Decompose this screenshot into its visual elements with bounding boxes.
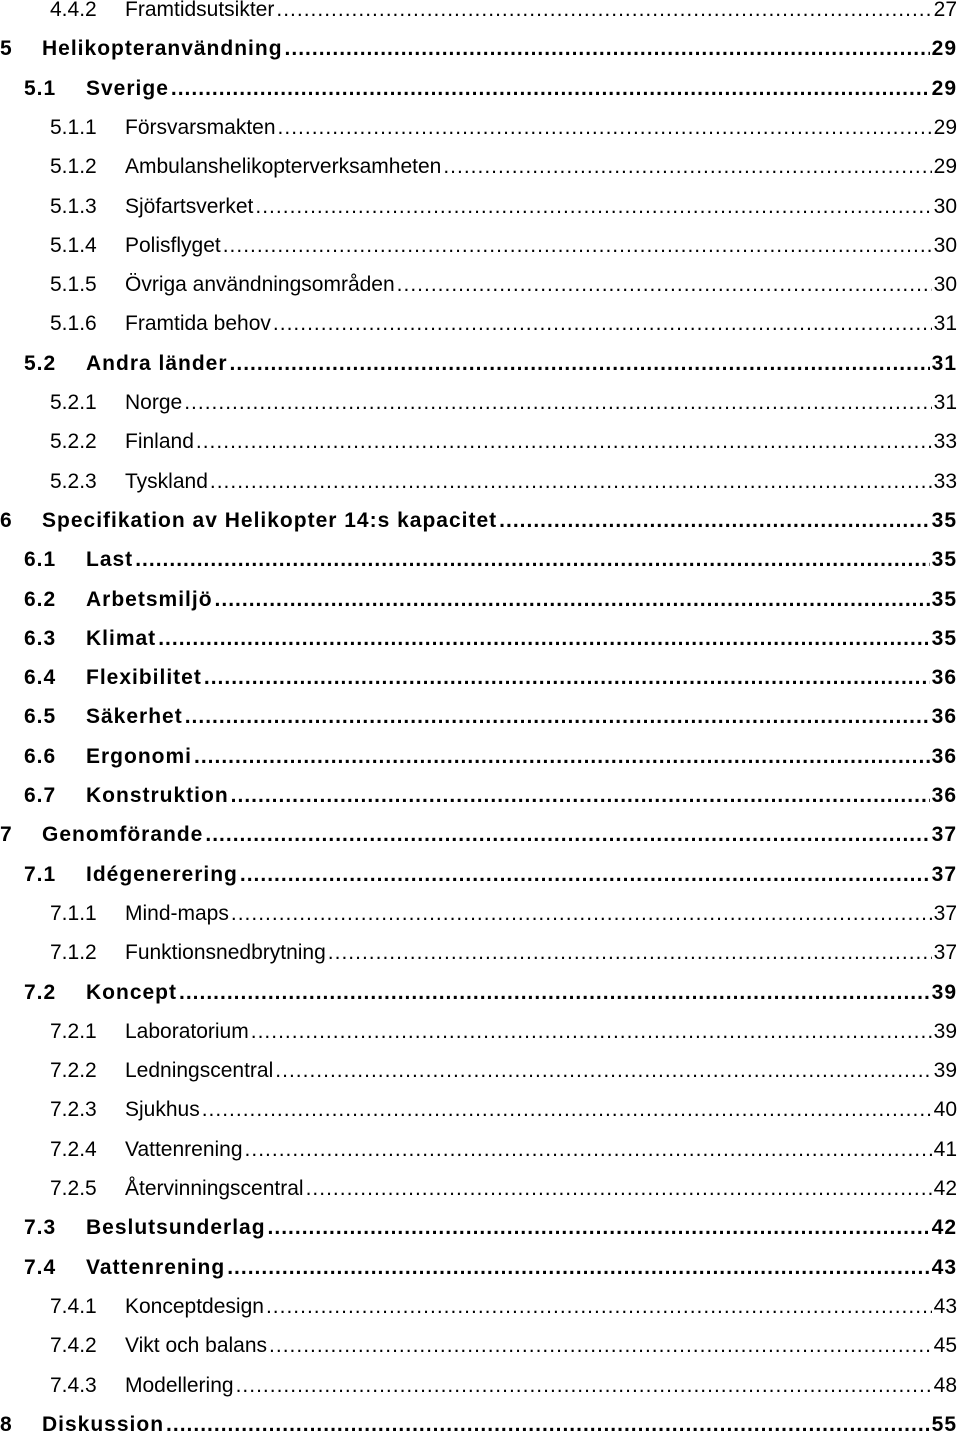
toc-entry[interactable] [0, 1326, 960, 1365]
toc-entry[interactable] [0, 855, 960, 894]
toc-entry-number: 6.4 [24, 666, 57, 690]
dot-leader [202, 1090, 932, 1129]
toc-entry[interactable] [0, 501, 960, 540]
dot-leader [227, 1248, 929, 1287]
toc-entry[interactable] [0, 815, 960, 854]
toc-entry-number: 7.2.1 [50, 1019, 97, 1043]
toc-entry-page-number: 30 [933, 194, 957, 218]
toc-entry-page-number: 31 [933, 312, 957, 336]
toc-entry-number: 5.1.3 [50, 194, 97, 218]
dot-leader [255, 187, 931, 226]
dot-leader [205, 815, 929, 854]
dot-leader [166, 1405, 930, 1444]
toc-entry-title: Diskussion [42, 1412, 165, 1436]
toc-entry[interactable] [0, 226, 960, 265]
toc-entry-title: Funktionsnedbrytning [125, 941, 326, 965]
toc-entry-number: 5.2 [24, 351, 57, 375]
dot-leader [276, 0, 931, 29]
toc-entry[interactable] [0, 776, 960, 815]
toc-entry-number: 5.2.3 [50, 469, 97, 493]
dot-leader [194, 737, 930, 776]
toc-entry-page-number: 29 [933, 155, 957, 179]
dot-leader [196, 422, 932, 461]
dot-leader [230, 344, 930, 383]
toc-entry-title: Arbetsmiljö [86, 587, 213, 611]
toc-entry-title: Konstruktion [86, 784, 229, 807]
toc-entry-number: 6.2 [24, 587, 57, 611]
toc-entry[interactable] [0, 894, 960, 933]
toc-entry-title: Laboratorium [125, 1019, 249, 1043]
toc-entry-page-number: 55 [931, 1412, 957, 1436]
toc-entry-number: 6.6 [24, 744, 57, 768]
toc-entry-title: Framtida behov [125, 312, 271, 336]
toc-entry-title: Flexibilitet [86, 666, 202, 690]
dot-leader [204, 658, 930, 697]
toc-entry-page-number: 37 [933, 901, 957, 925]
toc-entry-page-number: 42 [933, 1177, 957, 1200]
toc-entry-page-number: 30 [933, 273, 957, 297]
dot-leader [231, 776, 930, 815]
toc-entry[interactable] [0, 1169, 960, 1208]
toc-entry-page-number: 39 [931, 980, 957, 1004]
toc-entry[interactable] [0, 580, 960, 619]
toc-entry-number: 6.7 [24, 784, 57, 807]
toc-entry-page-number: 45 [933, 1334, 957, 1358]
toc-entry-number: 5.2.2 [50, 430, 97, 454]
toc-entry[interactable] [0, 344, 960, 383]
dot-leader [499, 501, 929, 540]
toc-entry-title: Vattenrening [125, 1137, 243, 1161]
toc-entry[interactable] [0, 422, 960, 461]
toc-entry-title: Beslutsunderlag [86, 1216, 266, 1240]
toc-entry[interactable] [0, 933, 960, 972]
toc-entry-number: 7.1 [24, 862, 57, 886]
toc-entry-number: 5.1.2 [50, 155, 97, 179]
toc-entry-title: Mind-maps [125, 901, 229, 925]
toc-entry[interactable] [0, 1051, 960, 1090]
toc-entry[interactable] [0, 187, 960, 226]
dot-leader [171, 69, 930, 108]
toc-entry-title: Ambulanshelikopterverksamheten [125, 155, 442, 179]
toc-entry-page-number: 29 [931, 76, 957, 100]
toc-entry-page-number: 35 [931, 587, 957, 611]
toc-entry-number: 7.1.1 [50, 901, 97, 925]
toc-entry[interactable] [0, 304, 960, 343]
dot-leader [285, 29, 930, 68]
toc-entry-page-number: 42 [931, 1216, 957, 1240]
toc-entry-page-number: 33 [933, 430, 957, 454]
toc-entry-number: 6 [0, 508, 13, 532]
toc-entry[interactable] [0, 973, 960, 1012]
toc-entry[interactable] [0, 1012, 960, 1051]
toc-entry[interactable] [0, 265, 960, 304]
toc-entry-number: 5.1.4 [50, 233, 97, 257]
toc-entry-number: 6.1 [24, 548, 57, 572]
toc-entry-title: Helikopteranvändning [42, 37, 283, 61]
dot-leader [184, 383, 931, 422]
dot-leader [135, 540, 929, 579]
dot-leader [328, 933, 932, 972]
toc-entry-page-number: 31 [931, 351, 957, 375]
toc-entry-page-number: 37 [933, 941, 957, 965]
toc-entry-title: Återvinningscentral [125, 1177, 304, 1200]
toc-entry-page-number: 36 [931, 744, 957, 768]
toc-entry-title: Ergonomi [86, 744, 192, 768]
toc-entry[interactable] [0, 1208, 960, 1247]
toc-entry-number: 8 [0, 1412, 13, 1436]
dot-leader [245, 1130, 932, 1169]
toc-entry-title: Ledningscentral [125, 1059, 274, 1083]
dot-leader [268, 1208, 930, 1247]
dot-leader [185, 697, 930, 736]
toc-entry[interactable] [0, 29, 960, 68]
toc-entry-number: 5.1.1 [50, 115, 97, 139]
dot-leader [251, 1012, 932, 1051]
toc-entry-number: 7.1.2 [50, 941, 97, 965]
dot-leader [240, 855, 930, 894]
dot-leader [215, 580, 930, 619]
toc-entry[interactable] [0, 737, 960, 776]
toc-entry-page-number: 39 [933, 1019, 957, 1043]
dot-leader [306, 1169, 932, 1208]
toc-entry[interactable] [0, 697, 960, 736]
dot-leader [266, 1287, 932, 1326]
dot-leader [210, 462, 932, 501]
toc-entry-number: 7.4.2 [50, 1334, 97, 1358]
dot-leader [278, 108, 932, 147]
toc-entry-page-number: 35 [931, 626, 957, 650]
toc-entry-number: 7 [0, 823, 13, 847]
toc-entry[interactable] [0, 383, 960, 422]
toc-entry-page-number: 36 [931, 784, 957, 807]
toc-entry[interactable] [0, 658, 960, 697]
toc-entry-title: Klimat [86, 626, 157, 650]
toc-entry-title: Specifikation av Helikopter 14:s kapacitet [42, 508, 498, 532]
dot-leader [236, 1366, 932, 1405]
toc-entry-number: 7.2.5 [50, 1177, 97, 1200]
dot-leader [273, 304, 932, 343]
toc-entry[interactable] [0, 1287, 960, 1326]
toc-entry[interactable] [0, 1366, 960, 1405]
toc-entry-page-number: 36 [931, 705, 957, 729]
toc-entry-number: 5 [0, 37, 13, 61]
toc-entry-number: 5.2.1 [50, 391, 97, 414]
toc-entry-page-number: 37 [931, 823, 957, 847]
toc-entry[interactable] [0, 1090, 960, 1129]
toc-entry-page-number: 37 [931, 862, 957, 886]
toc-entry-number: 7.2.3 [50, 1098, 97, 1122]
toc-entry[interactable] [0, 540, 960, 579]
toc-entry-number: 7.4 [24, 1255, 57, 1279]
toc-entry-number: 6.3 [24, 626, 57, 650]
toc-entry-page-number: 36 [931, 666, 957, 690]
toc-entry-title: Koncept [86, 980, 177, 1004]
toc-entry-number: 5.1.6 [50, 312, 97, 336]
toc-entry-page-number: 41 [933, 1137, 957, 1161]
toc-entry-title: Vikt och balans [125, 1334, 268, 1358]
toc-entry-title: Polisflyget [125, 233, 221, 257]
toc-entry[interactable] [0, 0, 960, 29]
dot-leader [269, 1326, 932, 1365]
toc-entry-page-number: 29 [933, 115, 957, 139]
toc-entry-page-number: 35 [931, 508, 957, 532]
toc-entry-title: Idégenerering [86, 862, 238, 886]
toc-entry-page-number: 33 [933, 469, 957, 493]
toc-entry-title: Försvarsmakten [125, 115, 276, 139]
toc-entry-page-number: 48 [933, 1373, 957, 1397]
toc-entry-title: Modellering [125, 1373, 234, 1397]
toc-entry[interactable] [0, 1248, 960, 1287]
toc-entry[interactable] [0, 147, 960, 186]
toc-entry-number: 7.2 [24, 980, 57, 1004]
toc-entry-page-number: 39 [933, 1059, 957, 1083]
dot-leader [397, 265, 932, 304]
toc-entry-title: Genomförande [42, 823, 204, 847]
toc-entry[interactable] [0, 108, 960, 147]
toc-entry-title: Övriga användningsområden [125, 273, 395, 297]
dot-leader [158, 619, 929, 658]
toc-entry[interactable] [0, 1405, 960, 1444]
toc-entry-number: 5.1.5 [50, 273, 97, 297]
toc-entry-number: 7.2.2 [50, 1059, 97, 1083]
toc-entry-title: Last [86, 548, 134, 572]
toc-entry-title: Tyskland [125, 469, 208, 493]
toc-entry[interactable] [0, 69, 960, 108]
toc-entry-number: 7.4.3 [50, 1373, 97, 1397]
dot-leader [231, 894, 932, 933]
dot-leader [443, 147, 931, 186]
toc-entry-title: Sverige [86, 76, 169, 100]
toc-entry-title: Sjukhus [125, 1098, 200, 1122]
toc-entry-number: 5.1 [24, 76, 57, 100]
dot-leader [223, 226, 932, 265]
toc-entry-title: Konceptdesign [125, 1294, 264, 1318]
toc-entry[interactable] [0, 619, 960, 658]
toc-entry-page-number: 29 [931, 37, 957, 61]
toc-entry-number: 6.5 [24, 705, 57, 729]
toc-entry-page-number: 43 [933, 1294, 957, 1318]
toc-entry-page-number: 30 [933, 233, 957, 257]
toc-entry-number: 7.4.1 [50, 1294, 97, 1318]
toc-entry-page-number: 43 [931, 1255, 957, 1279]
toc-entry-number: 4.4.2 [50, 0, 97, 21]
toc-entry[interactable] [0, 1130, 960, 1169]
toc-entry-title: Andra länder [86, 351, 228, 375]
toc-entry[interactable] [0, 462, 960, 501]
toc-entry-title: Norge [125, 391, 183, 414]
toc-entry-page-number: 27 [933, 0, 957, 21]
toc-entry-number: 7.2.4 [50, 1137, 97, 1161]
toc-entry-title: Vattenrening [86, 1255, 226, 1279]
toc-entry-title: Sjöfartsverket [125, 194, 254, 218]
toc-entry-page-number: 40 [933, 1098, 957, 1122]
toc-entry-title: Finland [125, 430, 194, 454]
toc-entry-title: Framtidsutsikter [125, 0, 275, 21]
toc-entry-page-number: 35 [931, 548, 957, 572]
toc-entry-page-number: 31 [933, 391, 957, 414]
dot-leader [275, 1051, 931, 1090]
toc-entry-number: 7.3 [24, 1216, 57, 1240]
dot-leader [179, 973, 930, 1012]
toc-entry-title: Säkerhet [86, 705, 183, 729]
